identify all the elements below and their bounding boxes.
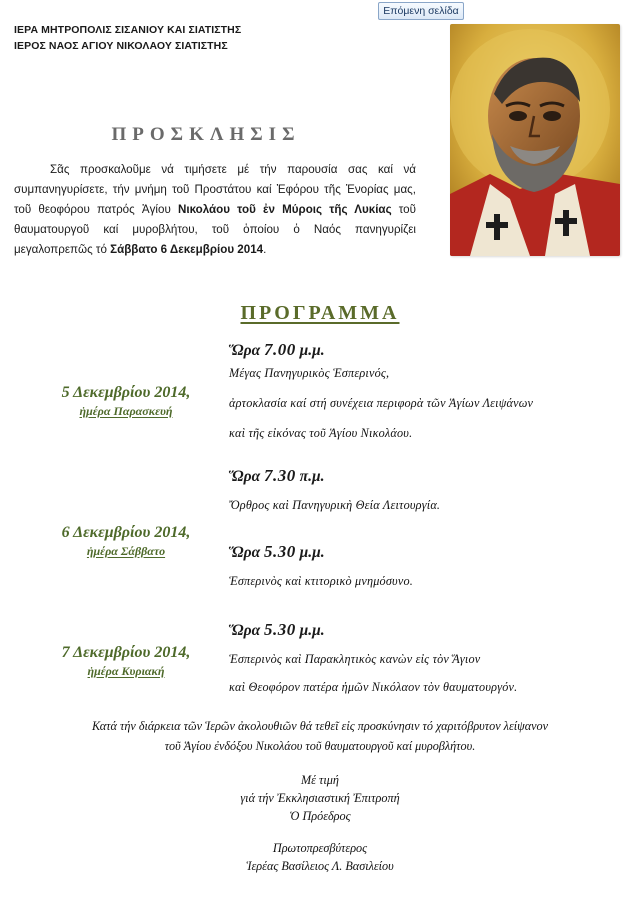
- saint-name: Νικολάου τοῦ ἐν Μύροις τῆς Λυκίας: [177, 203, 392, 216]
- program-title: ΠΡΟΓΡΑΜΜΑ: [240, 302, 400, 324]
- program-line: Μέγας Πανηγυρικὸς Ἑσπερινός,: [229, 366, 390, 380]
- program-line: Ἑσπερινὸς καὶ Παρακλητικὸς κανὼν εἰς τὸν Ἅγιον: [229, 652, 481, 666]
- program-line: Ὄρθρος καὶ Πανηγυρικὴ Θεία Λειτουργία.: [229, 498, 441, 512]
- program-line: καὶ τῆς εἰκόνας τοῦ Ἁγίου Νικολάου.: [229, 426, 413, 440]
- feast-date: Σάββατο 6 Δεκεμβρίου 2014: [110, 243, 264, 256]
- header-line-2: ΙΕΡΟΣ ΝΑΟΣ ΑΓΙΟΥ ΝΙΚΟΛΑΟΥ ΣΙΑΤΙΣΤΗΣ: [14, 40, 228, 52]
- program-line: καὶ Θεοφόρον πατέρα ἡμῶν Νικόλαον τὸν θαυματουργόν.: [229, 680, 518, 694]
- program-line: Ἑσπερινὸς καὶ κτιτορικὸ μνημόσυνο.: [229, 574, 413, 588]
- program-date-3: 7 Δεκεμβρίου 2014, ἡμέρα Κυριακή: [61, 644, 191, 678]
- program-hour: Ὥρα 5.30 μ.μ.: [229, 620, 325, 639]
- program-hour: Ὥρα 5.30 μ.μ.: [229, 542, 325, 561]
- header-line-1: ΙΕΡΑ ΜΗΤΡΟΠΟΛΙΣ ΣΙΣΑΝΙΟΥ ΚΑΙ ΣΙΑΤΙΣΤΗΣ: [14, 24, 242, 36]
- next-page-button[interactable]: Επόμενη σελίδα: [378, 2, 464, 20]
- program-date-1: 5 Δεκεμβρίου 2014, ἡμέρα Παρασκευή: [61, 384, 191, 418]
- program-hour: Ὥρα 7.00 μ.μ.: [229, 340, 325, 359]
- signature-name: Ἱερέας Βασίλειος Λ. Βασιλείου: [246, 859, 394, 873]
- signature-committee: γιά τήν Ἐκκλησιαστική Ἐπιτροπή: [240, 791, 400, 805]
- signature-regards: Μέ τιμή: [301, 773, 339, 787]
- program-line: ἀρτοκλασία καί στή συνέχεια περιφορὰ τῶν Ἁγίων Λειψάνων: [229, 396, 534, 410]
- signature-role: Ὁ Πρόεδρος: [289, 809, 351, 823]
- saint-nicholas-icon: [450, 24, 620, 256]
- invitation-title: ΠΡΟΣΚΛΗΣΙΣ: [111, 124, 301, 145]
- invitation-paragraph: Σᾶς προσκαλοῦμε νά τιμήσετε μέ τήν παρουσία σας καί νά συμπανηγυρίσετε, τήν μνήμη τοῦ Προστάτου καί Ἐφόρου τῆς Ἐνορίας μας, τοῦ θεοφόρου πατρός Ἁγίου Νικολάου τοῦ ἐν Μύροις τῆς Λυκίας τοῦ θαυματουργοῦ καί μυροβλήτου, τοῦ ὁποίου ὁ Ναός πανηγυρίζει μεγαλοπρεπῶς τό Σάββατο 6 Δεκεμβρίου 2014.: [14, 163, 416, 256]
- signature-title: Πρωτοπρεσβύτερος: [272, 841, 368, 855]
- closing-paragraph: Κατά τήν διάρκεια τῶν Ἱερῶν ἀκολουθιῶν θά τεθεῖ εἰς προσκύνησιν τό χαριτόβρυτον λείψανον τοῦ Ἁγίου ἐνδόξου Νικολάου τοῦ θαυματουργοῦ καί μυροβλήτου.: [91, 719, 549, 753]
- program-date-2: 6 Δεκεμβρίου 2014, ἡμέρα Σάββατο: [61, 524, 191, 558]
- program-hour: Ὥρα 7.30 π.μ.: [229, 466, 325, 485]
